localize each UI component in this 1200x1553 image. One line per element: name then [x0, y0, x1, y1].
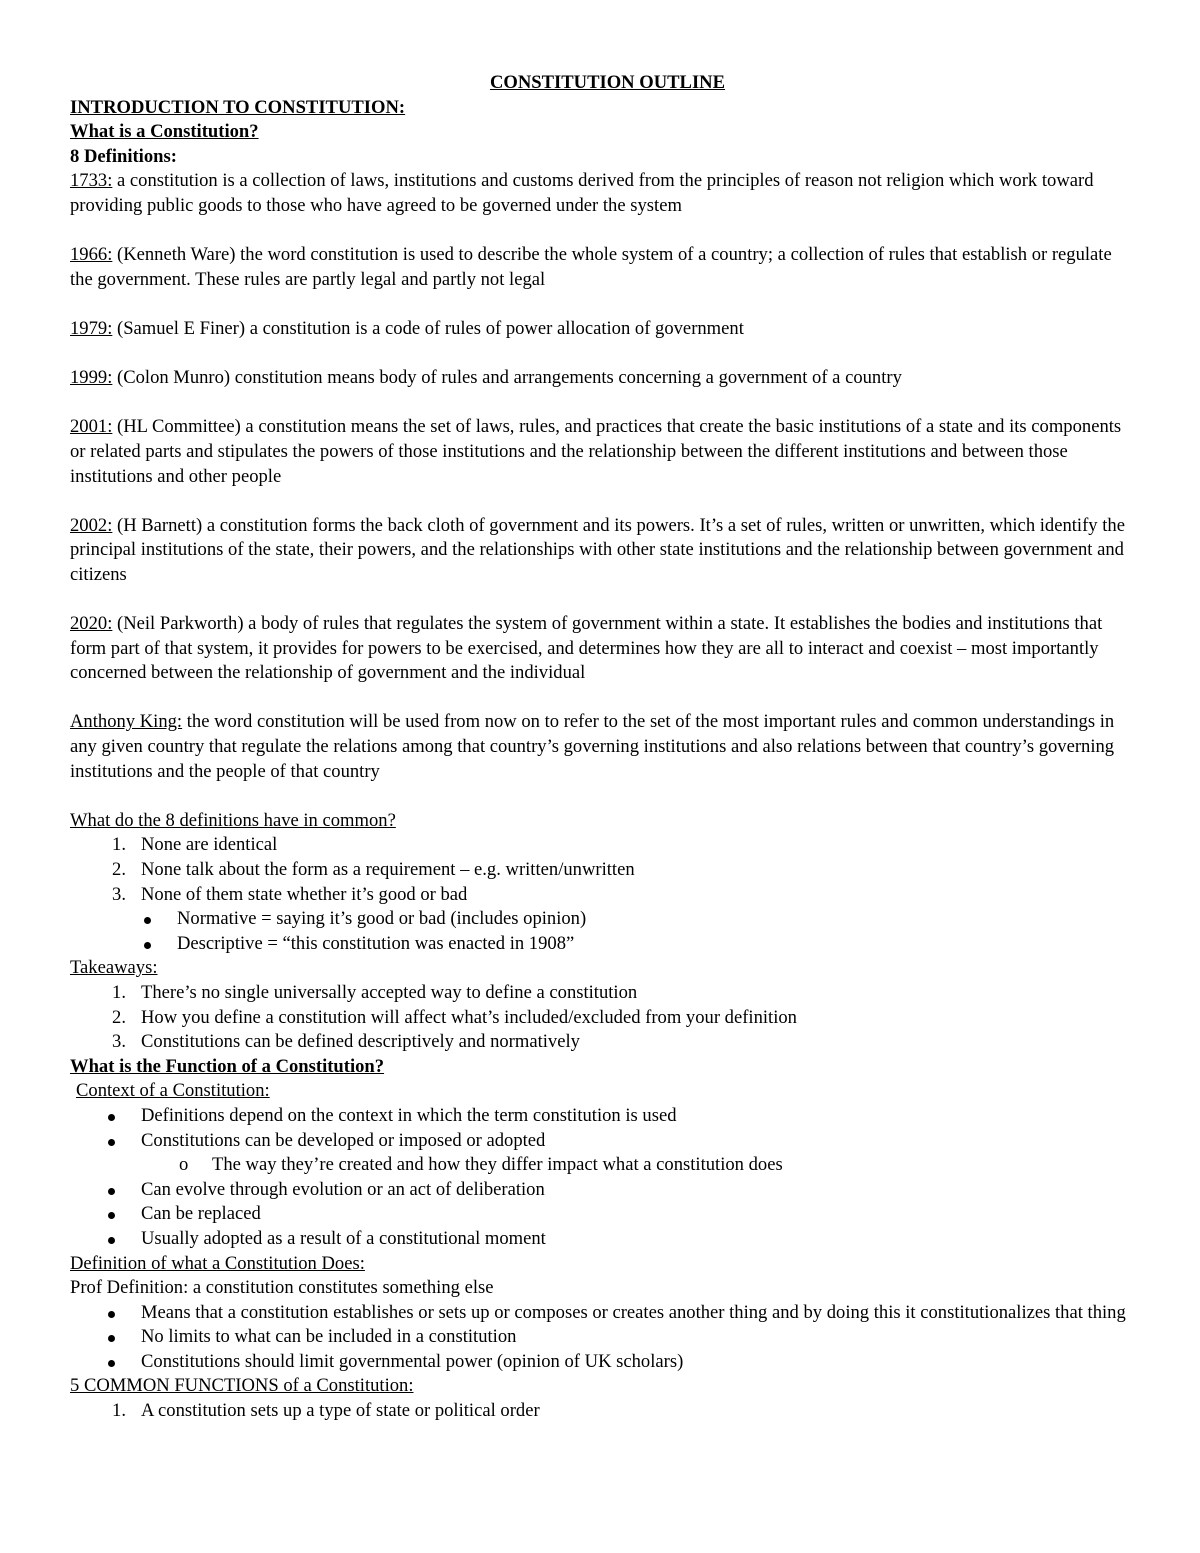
takeaways-heading: Takeaways: — [70, 957, 158, 979]
list-item — [70, 1202, 1135, 1227]
document-title: CONSTITUTION OUTLINE — [489, 72, 726, 93]
context-heading: Context of a Constitution: — [76, 1080, 270, 1102]
bullet-icon — [108, 1311, 115, 1318]
functions-heading: 5 COMMON FUNCTIONS of a Constitution: — [70, 1375, 414, 1397]
list-item-text: Constitutions can be defined descriptively and normatively — [141, 1031, 580, 1053]
list-item-text: None talk about the form as a requirement – e.g. written/unwritten — [141, 859, 635, 880]
list-item — [70, 1350, 1135, 1375]
definition-anthony-king — [70, 710, 1135, 784]
definition-2002 — [70, 514, 1135, 588]
list-item-text: There’s no single universally accepted way to define a constitution — [141, 981, 638, 1003]
definition-lead: Anthony King: — [70, 711, 183, 733]
list-number: 3. — [112, 1031, 126, 1053]
list-item-text: Definitions depend on the context in which the term constitution is used — [141, 1104, 677, 1126]
list-item — [70, 981, 1135, 1006]
bullet-icon — [108, 1114, 115, 1121]
bullet-icon — [108, 1188, 115, 1195]
definition-2020 — [70, 612, 1135, 686]
sub-bullet-icon: o — [179, 1154, 189, 1176]
list-item — [70, 1129, 1135, 1154]
list-item — [70, 1153, 1135, 1178]
list-item — [70, 1301, 1135, 1326]
definition-1733 — [70, 169, 1135, 218]
list-item-text: A constitution sets up a type of state or political order — [141, 1400, 540, 1422]
list-item — [70, 833, 1135, 858]
definition-lead: 1733: — [70, 170, 113, 192]
list-item — [70, 1399, 1135, 1424]
definition-text: (Colon Munro) constitution means body of rules and arrangements concerning a government of a country — [112, 367, 902, 389]
list-item-text: Can be replaced — [141, 1203, 261, 1225]
bullet-icon — [144, 917, 151, 924]
common-heading: What do the 8 definitions have in common? — [70, 809, 396, 831]
bullet-icon — [108, 1335, 115, 1342]
bullet-icon — [144, 942, 151, 949]
list-item-text: Normative = saying it’s good or bad (includes opinion) — [177, 908, 587, 930]
definition-1979 — [70, 317, 1135, 342]
list-item — [70, 907, 1135, 932]
list-item — [70, 858, 1135, 883]
definition-lead: 1979: — [70, 317, 113, 339]
definition-1999 — [70, 366, 1135, 391]
definition-text: a constitution is a collection of laws, institutions and customs derived from the principles of reason not religion which work toward providing public goods to those who have agreed to be governed under the system — [70, 170, 1094, 216]
list-item-text: Usually adopted as a result of a constitutional moment — [141, 1227, 546, 1249]
definition-1966 — [70, 243, 1135, 292]
list-item-text: Can evolve through evolution or an act of deliberation — [141, 1178, 545, 1200]
definition-lead: 2002: — [70, 514, 113, 536]
list-number: 2. — [112, 859, 126, 880]
definition-text: (Samuel E Finer) a constitution is a code of rules of power allocation of government — [112, 317, 744, 339]
bullet-icon — [108, 1212, 115, 1219]
list-item — [70, 1030, 1135, 1055]
list-item-text: How you define a constitution will affect what’s included/excluded from your definition — [141, 1006, 797, 1028]
list-item-text: No limits to what can be included in a constitution — [141, 1326, 517, 1348]
list-item-text: Means that a constitution establishes or sets up or composes or creates another thing and by doing this it constitutionalizes that thing — [141, 1301, 1126, 1323]
definition-lead: 1966: — [70, 244, 113, 266]
list-item-text: The way they’re created and how they differ impact what a constitution does — [212, 1154, 783, 1176]
list-item — [70, 1104, 1135, 1129]
definition-text: (Kenneth Ware) the word constitution is used to describe the whole system of a country; a collection of rules that establish or regulate the government. These rules are partly legal and partly not legal — [70, 244, 1112, 290]
list-item — [70, 1006, 1135, 1031]
list-number: 1. — [112, 1400, 126, 1422]
list-item — [70, 1227, 1135, 1252]
list-number: 3. — [112, 883, 126, 905]
list-item-text: None are identical — [141, 834, 278, 856]
definition-text: the word constitution will be used from now on to refer to the set of the most important rules and common understandings in any given country that regulate the relations among that country’s governing institutions and also relations between that country’s governing institutions and the people of that country — [70, 711, 1115, 782]
bullet-icon — [108, 1139, 115, 1146]
definition-lead: 2001: — [70, 416, 113, 438]
intro-heading: INTRODUCTION TO CONSTITUTION: — [70, 96, 406, 118]
list-number: 1. — [112, 981, 126, 1003]
list-item-text: Descriptive = “this constitution was enacted in 1908” — [177, 932, 575, 954]
list-item — [70, 1325, 1135, 1350]
prof-definition: Prof Definition: a constitution constitutes something else — [70, 1277, 494, 1299]
list-item — [70, 932, 1135, 957]
what-is-heading: What is a Constitution? — [70, 121, 259, 143]
bullet-icon — [108, 1237, 115, 1244]
definition-2001 — [70, 415, 1135, 489]
list-item — [70, 1178, 1135, 1203]
definition-text: (HL Committee) a constitution means the set of laws, rules, and practices that create the basic institutions of a state and its components or related parts and stipulates the powers of those institutions and the relationship between the different institutions and between those institutions and other people — [70, 416, 1122, 487]
bullet-icon — [108, 1360, 115, 1367]
list-item-text: None of them state whether it’s good or bad — [141, 883, 468, 905]
document-page — [70, 71, 1135, 1424]
definition-lead: 2020: — [70, 613, 113, 635]
eight-definitions-heading: 8 Definitions: — [70, 145, 177, 167]
list-item-text: Constitutions can be developed or imposed or adopted — [141, 1129, 546, 1151]
list-item — [70, 883, 1135, 908]
list-item-text: Constitutions should limit governmental power (opinion of UK scholars) — [141, 1350, 684, 1372]
list-number: 2. — [112, 1006, 126, 1028]
does-heading: Definition of what a Constitution Does: — [70, 1252, 365, 1274]
function-heading: What is the Function of a Constitution? — [70, 1055, 385, 1077]
definition-text: (H Barnett) a constitution forms the back cloth of government and its powers. It’s a set of rules, written or unwritten, which identify the principal institutions of the state, their powers, and the relationships with other state institutions and the relationship between government and citizens — [70, 514, 1125, 585]
definition-text: (Neil Parkworth) a body of rules that regulates the system of government within a state. It establishes the bodies and institutions that form part of that system, it provides for powers to be exercised, and determines how they are all to interact and coexist – most importantly concerned between the relationship of government and the individual — [70, 613, 1103, 684]
definition-lead: 1999: — [70, 367, 113, 389]
list-number: 1. — [112, 834, 126, 856]
